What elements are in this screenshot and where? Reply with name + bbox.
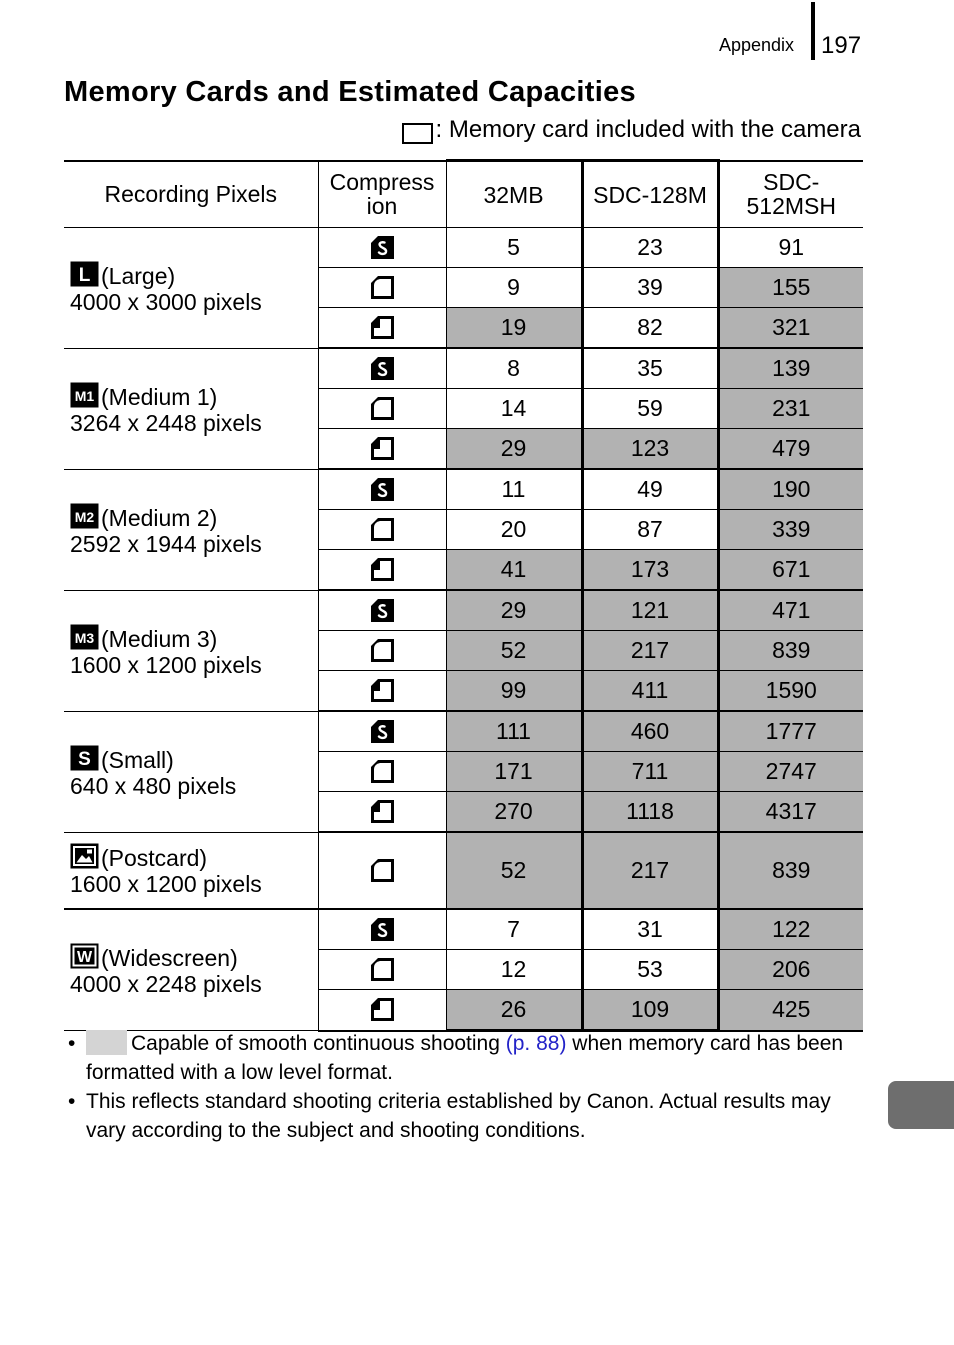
capacity-32mb: 19	[446, 308, 582, 349]
size-pixels: 1600 x 1200 pixels	[70, 871, 262, 898]
recording-pixels-cell	[64, 228, 318, 349]
table-row	[64, 348, 863, 389]
medium2-size-icon	[70, 503, 99, 529]
section-label: Appendix	[719, 35, 795, 55]
capacity-32mb: 29	[446, 429, 582, 470]
compression-cell	[318, 711, 446, 752]
fine-icon	[368, 636, 397, 665]
capacity-32mb: 111	[446, 711, 582, 752]
recording-pixels-cell	[64, 348, 318, 469]
recording-pixels-cell	[64, 909, 318, 1031]
superfine-icon	[368, 354, 397, 383]
capacity-32mb: 11	[446, 469, 582, 510]
compression-cell	[318, 228, 446, 268]
capacity-32mb: 99	[446, 671, 582, 712]
normal-icon	[368, 555, 397, 584]
capacity-32mb: 52	[446, 631, 582, 671]
svg-text:M1: M1	[74, 387, 95, 404]
capacity-sdc-128m: 23	[582, 228, 718, 268]
capacity-sdc-128m: 121	[582, 590, 718, 631]
capacity-sdc-128m: 35	[582, 348, 718, 389]
capacity-sdc-128m: 711	[582, 752, 718, 792]
recording-pixels-cell	[64, 832, 318, 909]
capacity-sdc-512msh: 321	[718, 308, 863, 349]
header-sdc-512msh: SDC- 512MSH	[718, 161, 863, 228]
page-88-link[interactable]: (p. 88)	[505, 1032, 567, 1055]
size-pixels: 1600 x 1200 pixels	[70, 651, 262, 678]
compression-cell	[318, 348, 446, 389]
page-title: Memory Cards and Estimated Capacities	[64, 76, 636, 108]
normal-icon	[368, 676, 397, 705]
legend	[402, 116, 861, 144]
capacity-sdc-128m: 53	[582, 950, 718, 990]
table-row	[64, 228, 863, 268]
capacity-sdc-512msh: 231	[718, 389, 863, 429]
fine-icon	[368, 757, 397, 786]
capacity-sdc-512msh: 671	[718, 550, 863, 591]
capacity-32mb: 29	[446, 590, 582, 631]
recording-pixels-cell	[64, 711, 318, 832]
capacity-sdc-512msh: 91	[718, 228, 863, 268]
capacity-sdc-128m: 173	[582, 550, 718, 591]
size-pixels: 2592 x 1944 pixels	[70, 530, 262, 557]
footnotes	[64, 1029, 864, 1145]
capacity-sdc-512msh: 479	[718, 429, 863, 470]
fine-icon	[368, 955, 397, 984]
capacity-sdc-128m: 49	[582, 469, 718, 510]
superfine-icon	[368, 475, 397, 504]
size-pixels: 4000 x 2248 pixels	[70, 971, 262, 997]
capacity-sdc-512msh: 155	[718, 268, 863, 308]
size-pixels: 3264 x 2448 pixels	[70, 409, 262, 436]
capacity-sdc-128m: 460	[582, 711, 718, 752]
footnote-criteria: • This reflects standard shooting criteria established by Canon. Actual results may vary according to the subject and shooting conditions.	[64, 1087, 864, 1145]
capacity-sdc-512msh: 4317	[718, 792, 863, 833]
medium3-size-icon	[70, 624, 99, 650]
compression-cell	[318, 469, 446, 510]
capacity-sdc-512msh: 339	[718, 510, 863, 550]
capacity-sdc-512msh: 839	[718, 631, 863, 671]
compression-cell	[318, 792, 446, 833]
superfine-icon	[368, 233, 397, 262]
capacity-sdc-128m: 59	[582, 389, 718, 429]
medium1-size-icon	[70, 382, 99, 408]
footnote-smooth-shooting: • Capable of smooth continuous shooting (p. 88) when memory card has been formatted with a low level format.	[64, 1029, 864, 1087]
capacity-table	[64, 159, 863, 1032]
table-row	[64, 909, 863, 950]
header-divider	[811, 2, 815, 60]
size-name: (Medium 3)	[101, 625, 218, 652]
capacity-sdc-128m: 109	[582, 990, 718, 1031]
compression-cell	[318, 671, 446, 712]
normal-icon	[368, 434, 397, 463]
compression-cell	[318, 550, 446, 591]
recording-pixels-cell	[64, 469, 318, 590]
compression-cell	[318, 389, 446, 429]
widescreen-size-icon	[70, 943, 99, 969]
table-row	[64, 832, 863, 909]
compression-cell	[318, 429, 446, 470]
compression-cell	[318, 631, 446, 671]
capacity-32mb: 20	[446, 510, 582, 550]
compression-cell	[318, 909, 446, 950]
capacity-sdc-512msh: 471	[718, 590, 863, 631]
capacity-sdc-512msh: 425	[718, 990, 863, 1031]
small-size-icon	[70, 745, 99, 771]
compression-cell	[318, 268, 446, 308]
capacity-32mb: 52	[446, 832, 582, 909]
capacity-sdc-128m: 217	[582, 832, 718, 909]
large-size-icon	[70, 261, 99, 287]
capacity-32mb: 171	[446, 752, 582, 792]
capacity-sdc-128m: 31	[582, 909, 718, 950]
capacity-sdc-512msh: 122	[718, 909, 863, 950]
compression-cell	[318, 950, 446, 990]
size-name: (Large)	[101, 262, 176, 289]
fine-icon	[368, 394, 397, 423]
fine-icon	[368, 273, 397, 302]
svg-text:M2: M2	[74, 508, 95, 525]
svg-text:M3: M3	[74, 629, 95, 646]
table-row	[64, 590, 863, 631]
svg-text:S: S	[78, 748, 91, 770]
page-number: 197	[821, 32, 862, 59]
capacity-sdc-512msh: 190	[718, 469, 863, 510]
compression-cell	[318, 308, 446, 349]
capacity-sdc-128m: 123	[582, 429, 718, 470]
capacity-sdc-512msh: 139	[718, 348, 863, 389]
capacity-sdc-128m: 87	[582, 510, 718, 550]
included-card-box-icon	[402, 123, 433, 144]
table-row	[64, 711, 863, 752]
capacity-sdc-512msh: 2747	[718, 752, 863, 792]
shade-swatch	[86, 1030, 127, 1055]
capacity-32mb: 7	[446, 909, 582, 950]
svg-text:L: L	[78, 264, 91, 286]
capacity-sdc-512msh: 1590	[718, 671, 863, 712]
fine-icon	[368, 515, 397, 544]
normal-icon	[368, 995, 397, 1024]
compression-cell	[318, 590, 446, 631]
capacity-sdc-128m: 82	[582, 308, 718, 349]
normal-icon	[368, 313, 397, 342]
size-name: (Widescreen)	[101, 945, 238, 971]
capacity-sdc-128m: 1118	[582, 792, 718, 833]
capacity-32mb: 270	[446, 792, 582, 833]
table-row	[64, 469, 863, 510]
table-header-row	[64, 161, 863, 228]
legend-text: : Memory card included with the camera	[435, 116, 861, 143]
capacity-32mb: 41	[446, 550, 582, 591]
size-name: (Medium 1)	[101, 383, 218, 410]
superfine-icon	[368, 596, 397, 625]
chapter-thumb-tab	[888, 1081, 954, 1129]
header-32mb: 32MB	[446, 161, 582, 228]
capacity-sdc-128m: 39	[582, 268, 718, 308]
capacity-32mb: 26	[446, 990, 582, 1031]
capacity-32mb: 12	[446, 950, 582, 990]
compression-cell	[318, 510, 446, 550]
header-sdc-128m: SDC-128M	[582, 161, 718, 228]
capacity-32mb: 5	[446, 228, 582, 268]
capacity-sdc-128m: 411	[582, 671, 718, 712]
capacity-sdc-128m: 217	[582, 631, 718, 671]
superfine-icon	[368, 717, 397, 746]
fine-icon	[368, 856, 397, 885]
size-name: (Postcard)	[101, 845, 208, 872]
capacity-32mb: 8	[446, 348, 582, 389]
svg-text:W: W	[76, 949, 93, 966]
size-pixels: 640 x 480 pixels	[70, 772, 237, 799]
size-pixels: 4000 x 3000 pixels	[70, 288, 262, 315]
header-recording-pixels: Recording Pixels	[64, 161, 318, 228]
normal-icon	[368, 797, 397, 826]
size-name: (Medium 2)	[101, 504, 218, 531]
capacity-sdc-512msh: 839	[718, 832, 863, 909]
size-name: (Small)	[101, 746, 174, 773]
capacity-32mb: 14	[446, 389, 582, 429]
capacity-32mb: 9	[446, 268, 582, 308]
compression-cell	[318, 832, 446, 909]
capacity-sdc-512msh: 206	[718, 950, 863, 990]
capacity-sdc-512msh: 1777	[718, 711, 863, 752]
recording-pixels-cell	[64, 590, 318, 711]
compression-cell	[318, 752, 446, 792]
header-compression: Compress ion	[318, 161, 446, 228]
superfine-icon	[368, 915, 397, 944]
compression-cell	[318, 990, 446, 1031]
postcard-size-icon	[70, 843, 99, 869]
